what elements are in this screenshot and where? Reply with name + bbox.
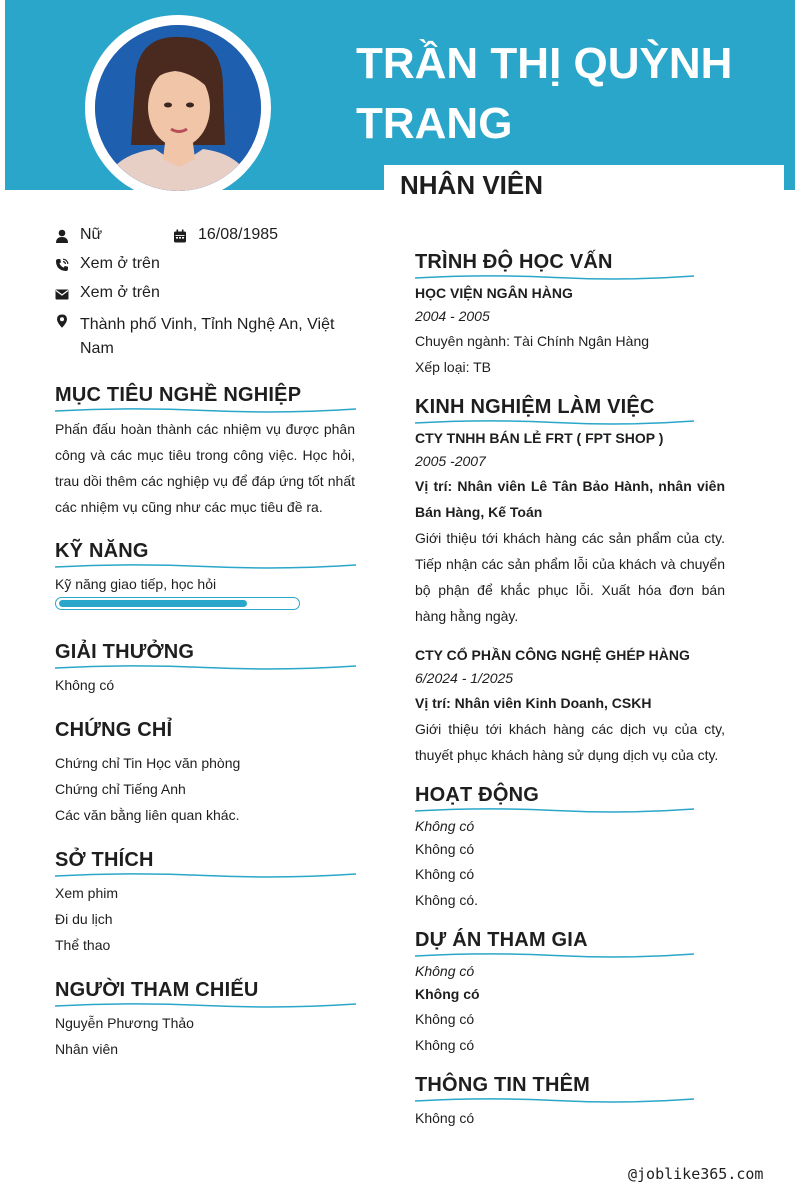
references-title: NGƯỜI THAM CHIẾU [55,979,259,1001]
job-period: 2005 -2007 [415,453,486,469]
job-role: NHÂN VIÊN [400,170,544,200]
job-period: 6/2024 - 1/2025 [415,670,514,686]
certificates-title: CHỨNG CHỈ [55,719,173,741]
activity-item: Không có [415,866,475,882]
objective-text: Phấn đấu hoàn thành các nhiệm vụ được phân công và các mục tiêu trong công việc. Học hỏi, trau dồi thêm các nghiệp vụ để đáp ứng tốt nhất các nhiệm vụ cũng như các mục tiêu đề ra. [55,421,355,515]
project-item: Không có [415,1011,475,1027]
address-value: Thành phố Vinh, Tỉnh Nghệ An, Việt Nam [80,316,335,357]
awards-title: GIẢI THƯỞNG [55,641,195,663]
phone-row [55,255,160,273]
skill-progress-bar [55,597,300,610]
hobby-item: Đi du lịch [55,911,113,927]
projects-underline [415,952,695,960]
additional-title: THÔNG TIN THÊM [415,1074,591,1096]
project-item: Không có [415,1037,475,1053]
activity-item: Không có. [415,892,479,908]
birthdate-value: 16/08/1985 [198,226,279,243]
additional-item: Không có [415,1110,475,1126]
birthdate-row [173,226,278,244]
avatar [95,25,261,191]
education-grade: Xếp loại: TB [415,359,492,375]
certificate-item: Các văn bằng liên quan khác. [55,807,240,823]
job-description: Giới thiệu tới khách hàng các sản phẩm của cty. Tiếp nhận các sản phẩm lỗi của khách và chuyển bộ phận để khắc phục lỗi. Xuất hóa đơn bán hàng hằng ngày. [415,530,725,624]
envelope-icon [55,287,69,301]
hobbies-underline [55,872,357,880]
activities-underline [415,807,695,815]
education-title: TRÌNH ĐỘ HỌC VẤN [415,251,613,273]
phone-icon [55,258,69,272]
additional-underline [415,1097,695,1105]
education-underline [415,274,695,282]
candidate-name: TRẦN THỊ QUỲNH TRANG [356,39,733,148]
objective-underline [55,407,357,415]
experience-title: KINH NGHIỆM LÀM VIỆC [415,396,655,418]
hobby-item: Xem phim [55,885,119,901]
calendar-icon [173,229,187,243]
job-company: CTY CỔ PHẦN CÔNG NGHỆ GHÉP HÀNG [415,647,690,663]
education-period: 2004 - 2005 [415,308,490,324]
skill-name: Kỹ năng giao tiếp, học hỏi [55,576,217,592]
activities-subtitle: Không có [415,818,475,834]
job-description: Giới thiệu tới khách hàng các dịch vụ của cty, thuyết phục khách hàng sử dụng dịch vụ của cty. [415,721,725,763]
email-value: Xem ở trên [80,284,160,301]
job-company: CTY TNHH BÁN LẺ FRT ( FPT SHOP ) [415,430,664,446]
certificate-item: Chứng chỉ Tiếng Anh [55,781,186,797]
award-item: Không có [55,677,115,693]
job-position: Vị trí: Nhân viên Kinh Doanh, CSKH [415,695,652,711]
education-major: Chuyên ngành: Tài Chính Ngân Hàng [415,333,650,349]
hobbies-title: SỞ THÍCH [55,849,154,871]
skills-underline [55,563,357,571]
experience-underline [415,419,695,427]
gender-row [55,226,102,244]
projects-title: DỰ ÁN THAM GIA [415,929,588,951]
hobby-item: Thể thao [55,937,111,953]
references-underline [55,1002,357,1010]
map-pin-icon [55,314,69,328]
awards-underline [55,664,357,672]
projects-subtitle: Không có [415,963,475,979]
certificate-item: Chứng chỉ Tin Học văn phòng [55,755,241,771]
gender-value: Nữ [80,226,103,243]
person-icon [55,229,69,243]
education-school: HỌC VIỆN NGÂN HÀNG [415,285,573,301]
skill-progress-fill [59,600,247,607]
email-row [55,284,160,302]
phone-value: Xem ở trên [80,255,160,272]
project-name: Không có [415,986,480,1002]
address-row [55,313,345,361]
footer-watermark: @joblike365.com [628,1165,764,1183]
reference-name: Nguyễn Phương Thảo [55,1015,194,1031]
objective-title: MỤC TIÊU NGHỀ NGHIỆP [55,384,302,406]
job-position: Vị trí: Nhân viên Lê Tân Bảo Hành, nhân viên Bán Hàng, Kế Toán [415,478,725,520]
activities-title: HOẠT ĐỘNG [415,784,540,806]
activity-item: Không có [415,841,475,857]
skills-title: KỸ NĂNG [55,540,149,562]
reference-position: Nhân viên [55,1041,119,1057]
